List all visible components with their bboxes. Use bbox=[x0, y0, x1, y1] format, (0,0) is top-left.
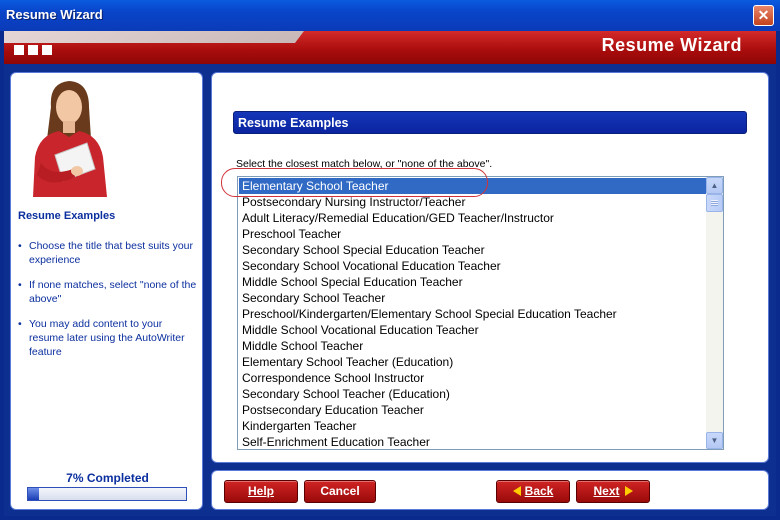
scroll-up-arrow-icon: ▲ bbox=[710, 181, 719, 190]
footer-bar bbox=[211, 470, 769, 510]
cancel-button[interactable] bbox=[304, 480, 376, 503]
list-item[interactable]: Elementary School Teacher bbox=[239, 178, 707, 194]
tip-item: • Choose the title that best suits your experience bbox=[18, 239, 198, 267]
list-item[interactable]: Correspondence School Instructor bbox=[242, 371, 425, 385]
main-panel bbox=[211, 72, 769, 463]
cancel-button-label: Cancel bbox=[320, 484, 360, 498]
section-title: Resume Examples bbox=[238, 116, 349, 130]
triangle-left-icon bbox=[513, 486, 521, 496]
tip-item: • You may add content to your resume later using the AutoWriter feature bbox=[18, 317, 198, 359]
list-item[interactable]: Self-Enrichment Education Teacher bbox=[242, 435, 430, 449]
tip-item: • If none matches, select "none of the above" bbox=[18, 278, 198, 306]
progress-fill bbox=[28, 488, 39, 500]
section-header bbox=[233, 111, 747, 134]
header-dot bbox=[42, 45, 52, 55]
scroll-up-button[interactable] bbox=[706, 177, 723, 194]
scroll-down-arrow-icon: ▼ bbox=[710, 436, 719, 445]
resume-examples-listbox[interactable] bbox=[237, 176, 724, 450]
list-item[interactable]: Middle School Teacher bbox=[242, 339, 364, 353]
back-button[interactable] bbox=[496, 480, 570, 503]
triangle-right-icon bbox=[625, 486, 633, 496]
list-item[interactable]: Middle School Special Education Teacher bbox=[242, 275, 463, 289]
list-item[interactable]: Secondary School Vocational Education Teacher bbox=[242, 259, 501, 273]
sidebar-tips bbox=[18, 239, 198, 370]
back-button-label: Back bbox=[524, 484, 554, 498]
list-item[interactable]: Preschool Teacher bbox=[242, 227, 342, 241]
list-item[interactable]: Kindergarten Teacher bbox=[242, 419, 357, 433]
header-swoosh bbox=[4, 31, 304, 43]
header-dots bbox=[14, 45, 52, 55]
list-item[interactable]: Secondary School Teacher (Education) bbox=[242, 387, 450, 401]
close-button[interactable] bbox=[753, 5, 774, 26]
scroll-down-button[interactable] bbox=[706, 432, 723, 449]
list-item[interactable]: Elementary School Teacher (Education) bbox=[242, 355, 454, 369]
list-item[interactable]: Secondary School Teacher bbox=[242, 291, 386, 305]
person-photo bbox=[21, 77, 116, 197]
progress-bar bbox=[27, 487, 187, 501]
window-title: Resume Wizard bbox=[6, 7, 103, 22]
list-item[interactable]: Middle School Vocational Education Teacher bbox=[242, 323, 479, 337]
window-titlebar[interactable] bbox=[0, 0, 780, 31]
help-button[interactable] bbox=[224, 480, 298, 503]
list-item[interactable]: Adult Literacy/Remedial Education/GED Teacher/Instructor bbox=[242, 211, 554, 225]
list-item[interactable]: Secondary School Special Education Teacher bbox=[242, 243, 485, 257]
header-dot bbox=[28, 45, 38, 55]
progress-label: 7% Completed bbox=[66, 471, 149, 485]
next-button-label: Next bbox=[593, 484, 620, 498]
header-dot bbox=[14, 45, 24, 55]
help-button-label: Help bbox=[247, 484, 274, 498]
list-item[interactable]: Postsecondary Nursing Instructor/Teacher bbox=[242, 195, 466, 209]
list-item[interactable]: Preschool/Kindergarten/Elementary School Special Education Teacher bbox=[242, 307, 617, 321]
scroll-thumb[interactable] bbox=[706, 194, 723, 212]
sidebar-panel bbox=[10, 72, 203, 510]
instruction-text: Select the closest match below, or "none of the above". bbox=[236, 158, 493, 170]
close-icon: ✕ bbox=[757, 7, 770, 23]
list-scrollbar[interactable] bbox=[706, 177, 723, 449]
header-title: Resume Wizard bbox=[601, 35, 742, 55]
next-button[interactable] bbox=[576, 480, 650, 503]
sidebar-heading: Resume Examples bbox=[18, 210, 116, 222]
wizard-header bbox=[4, 31, 776, 64]
list-item[interactable]: Postsecondary Education Teacher bbox=[242, 403, 424, 417]
